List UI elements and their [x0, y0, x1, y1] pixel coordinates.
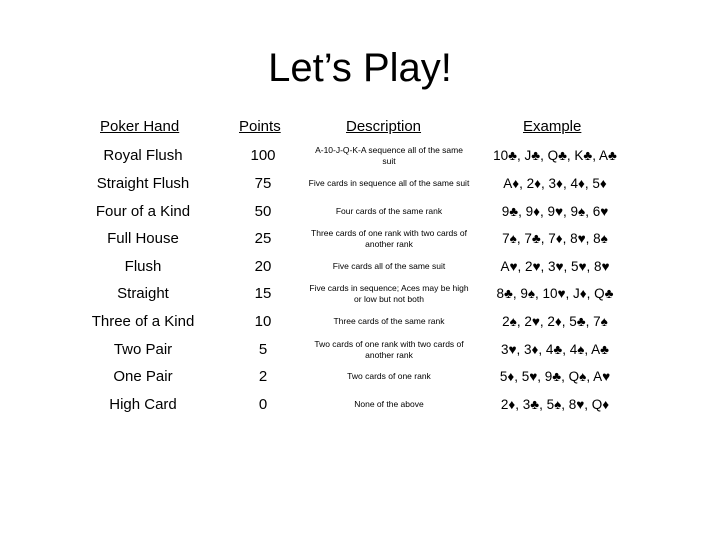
hand-points: 2	[258, 368, 268, 385]
hand-example: 9♣, 9♦, 9♥, 9♠, 6♥	[501, 204, 609, 219]
hand-name: Straight	[117, 285, 169, 302]
hand-points: 75	[254, 175, 272, 192]
header-points: Points	[239, 118, 281, 135]
hand-points: 10	[254, 313, 272, 330]
hand-name: Three of a Kind	[91, 313, 195, 330]
hand-points: 50	[254, 203, 272, 220]
hand-description: Five cards in sequence; Aces may be high or low but not both	[309, 282, 469, 304]
header-description: Description	[346, 118, 422, 135]
table-row	[0, 280, 720, 307]
hand-description: Two cards of one rank with two cards of another rank	[314, 338, 464, 360]
hand-name: Royal Flush	[103, 147, 183, 164]
hand-points: 25	[254, 230, 272, 247]
header-example: Example	[523, 118, 582, 135]
table-row	[0, 391, 720, 418]
table-row	[0, 142, 720, 169]
hand-example: 3♥, 3♦, 4♣, 4♠, A♣	[500, 342, 610, 357]
header-poker-hand: Poker Hand	[100, 118, 180, 135]
slide-title: Let’s Play!	[268, 46, 452, 90]
hand-description: Four cards of the same rank	[335, 206, 443, 216]
hand-example: 2♠, 2♥, 2♦, 5♣, 7♠	[502, 314, 608, 329]
hand-points: 20	[254, 258, 272, 275]
hand-example: 5♦, 5♥, 9♣, Q♠, A♥	[499, 369, 611, 384]
hand-name: One Pair	[113, 368, 173, 385]
hand-points: 15	[254, 285, 272, 302]
hand-name: Four of a Kind	[95, 203, 191, 220]
table-row	[0, 198, 720, 225]
table-row	[0, 336, 720, 363]
table-row	[0, 253, 720, 280]
hand-example: 7♠, 7♣, 7♦, 8♥, 8♠	[502, 231, 608, 246]
table-row	[0, 225, 720, 252]
hand-description: Two cards of one rank	[347, 371, 431, 381]
hand-name: Flush	[124, 258, 162, 275]
table-row	[0, 170, 720, 197]
hand-description: Three cards of one rank with two cards of another rank	[311, 227, 467, 249]
hand-points: 5	[258, 341, 268, 358]
hand-example: A♥, 2♥, 3♥, 5♥, 8♥	[500, 259, 610, 274]
hand-name: Full House	[107, 230, 179, 247]
hand-name: Straight Flush	[96, 175, 190, 192]
hand-description: A-10-J-Q-K-A sequence all of the same suit	[315, 144, 463, 166]
hand-points: 0	[258, 396, 268, 413]
hand-name: High Card	[109, 396, 177, 413]
hand-description: None of the above	[354, 399, 424, 409]
hand-example: 8♣, 9♠, 10♥, J♦, Q♣	[496, 286, 614, 301]
hand-name: Two Pair	[113, 341, 173, 358]
hand-description: Five cards in sequence all of the same suit	[308, 178, 470, 188]
hand-example: 10♣, J♣, Q♣, K♣, A♣	[493, 148, 617, 163]
table-row	[0, 308, 720, 335]
hand-example: 2♦, 3♣, 5♠, 8♥, Q♦	[500, 397, 610, 412]
table-row	[0, 363, 720, 390]
hand-description: Three cards of the same rank	[333, 316, 445, 326]
hand-points: 100	[250, 147, 276, 164]
hand-description: Five cards all of the same suit	[332, 261, 446, 271]
hand-example: A♦, 2♦, 3♦, 4♦, 5♦	[503, 176, 607, 191]
